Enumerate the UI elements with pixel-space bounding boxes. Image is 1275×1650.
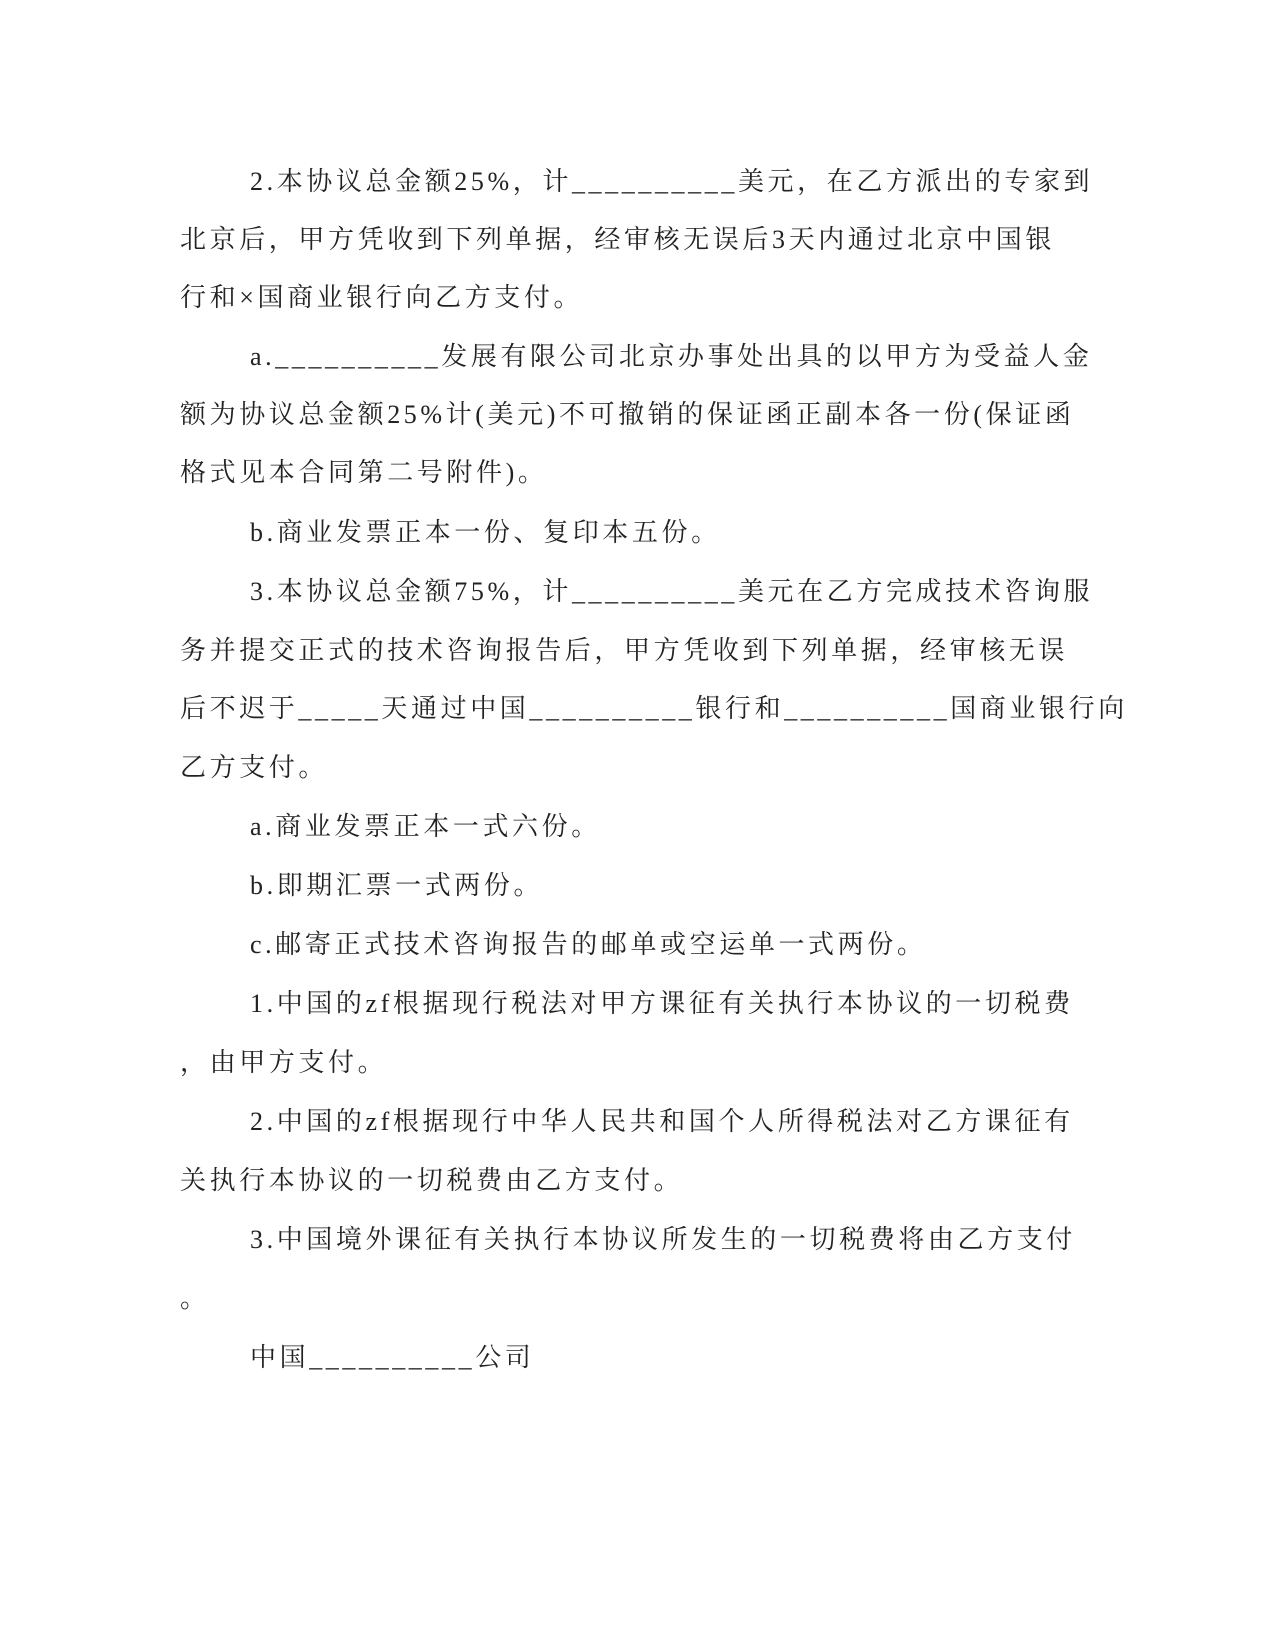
paragraph-line: 。 bbox=[180, 1284, 210, 1313]
paragraph-line: 格式见本合同第二号附件)。 bbox=[180, 458, 548, 487]
paragraph-line: b.商业发票正本一份、复印本五份。 bbox=[250, 518, 721, 547]
paragraph-line: 北京后，甲方凭收到下列单据，经审核无误后3天内通过北京中国银 bbox=[180, 225, 1056, 254]
paragraph-line: 2.本协议总金额25%，计__________美元，在乙方派出的专家到 bbox=[250, 167, 1094, 196]
paragraph-line: a.商业发票正本一式六份。 bbox=[250, 812, 601, 841]
paragraph-line: 务并提交正式的技术咨询报告后，甲方凭收到下列单据，经审核无误 bbox=[180, 636, 1069, 665]
paragraph-line: 3.中国境外课征有关执行本协议所发生的一切税费将由乙方支付 bbox=[250, 1225, 1076, 1254]
paragraph-line: 额为协议总金额25%计(美元)不可撤销的保证函正副本各一份(保证函 bbox=[180, 400, 1075, 429]
paragraph-line: a.__________发展有限公司北京办事处出具的以甲方为受益人金 bbox=[250, 342, 1093, 371]
paragraph-line: 行和×国商业银行向乙方支付。 bbox=[180, 283, 584, 312]
paragraph-line: c.邮寄正式技术咨询报告的邮单或空运单一式两份。 bbox=[250, 930, 927, 959]
paragraph-line: ，由甲方支付。 bbox=[180, 1048, 388, 1077]
paragraph-line: 关执行本协议的一切税费由乙方支付。 bbox=[180, 1166, 684, 1195]
paragraph-line: b.即期汇票一式两份。 bbox=[250, 871, 544, 900]
paragraph-line: 乙方支付。 bbox=[180, 753, 329, 782]
paragraph-line: 1.中国的zf根据现行税法对甲方课征有关执行本协议的一切税费 bbox=[250, 989, 1074, 1018]
paragraph-line: 3.本协议总金额75%，计__________美元在乙方完成技术咨询服 bbox=[250, 577, 1094, 606]
signature-line: 中国__________公司 bbox=[250, 1343, 535, 1372]
paragraph-line: 后不迟于_____天通过中国__________银行和__________国商业银行向 bbox=[180, 694, 1128, 723]
paragraph-line: 2.中国的zf根据现行中华人民共和国个人所得税法对乙方课征有 bbox=[250, 1107, 1074, 1136]
